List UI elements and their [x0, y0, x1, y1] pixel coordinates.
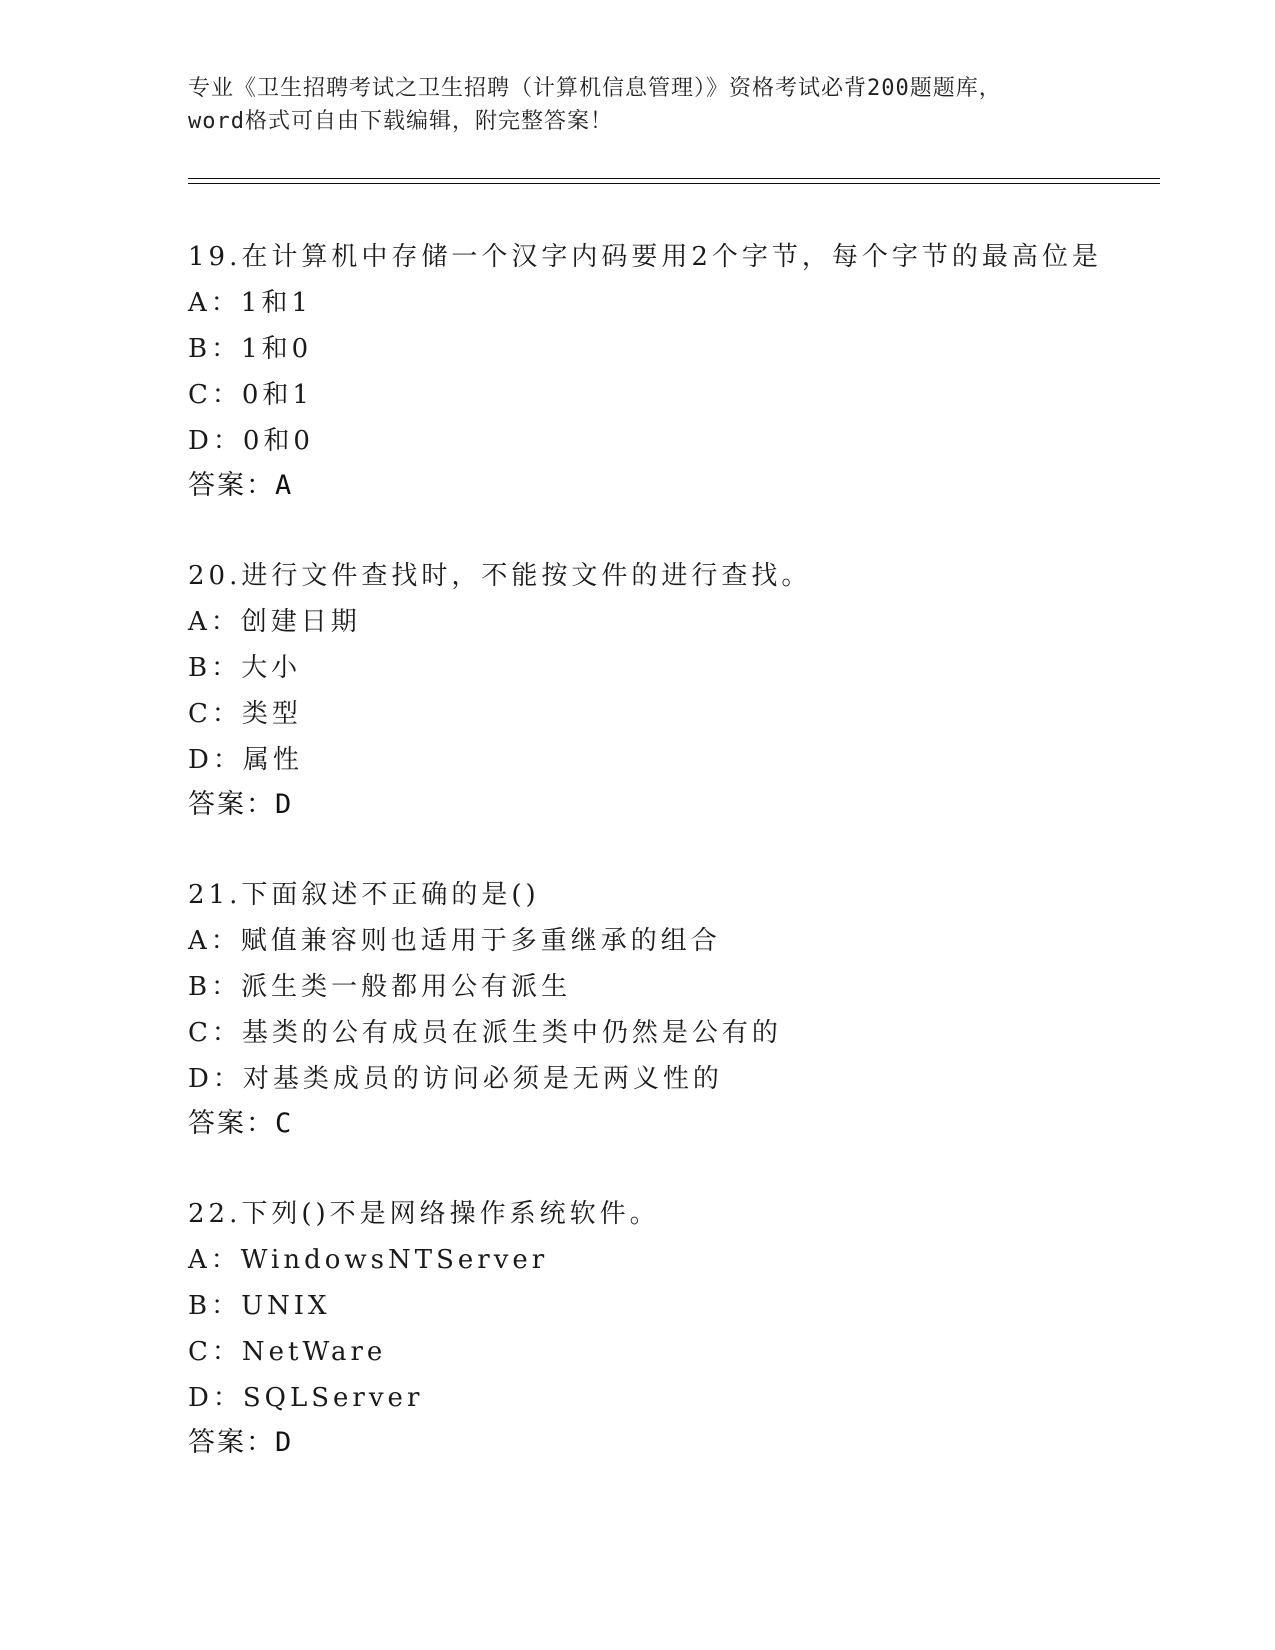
- option-c: C：类型: [188, 699, 302, 729]
- option-d: D：对基类成员的访问必须是无两义性的: [188, 1064, 723, 1094]
- question-title: 22.下列()不是网络操作系统软件。: [188, 1199, 660, 1229]
- option-a: A：WindowsNTServer: [188, 1245, 549, 1275]
- option-c: C：NetWare: [188, 1337, 387, 1367]
- option-c: C：基类的公有成员在派生类中仍然是公有的: [188, 1018, 782, 1048]
- option-a: A：1和1: [188, 288, 312, 318]
- option-a: A：创建日期: [188, 607, 361, 637]
- option-b: B：大小: [188, 653, 302, 683]
- header-line-1: 专业《卫生招聘考试之卫生招聘（计算机信息管理）》资格考试必背200题题库，: [188, 76, 1002, 101]
- option-d: D：0和0: [188, 426, 314, 456]
- answer-label: 答案：A: [188, 470, 294, 501]
- header-divider-top: [188, 178, 1160, 179]
- option-a: A：赋值兼容则也适用于多重继承的组合: [188, 926, 721, 956]
- option-d: D：属性: [188, 745, 303, 775]
- option-b: B：UNIX: [188, 1291, 331, 1321]
- header-divider-bottom: [188, 183, 1160, 184]
- option-c: C：0和1: [188, 380, 313, 410]
- option-d: D：SQLServer: [188, 1383, 424, 1413]
- question-22: [188, 1198, 1188, 1459]
- option-b: B：1和0: [188, 334, 313, 364]
- question-19: [188, 241, 1188, 502]
- answer-label: 答案：C: [188, 1108, 294, 1139]
- answer-label: 答案：D: [188, 789, 294, 820]
- option-b: B：派生类一般都用公有派生: [188, 972, 572, 1002]
- question-title: 21.下面叙述不正确的是(): [188, 880, 540, 910]
- question-21: [188, 879, 1188, 1140]
- answer-label: 答案：D: [188, 1427, 294, 1458]
- question-20: [188, 560, 1188, 821]
- header-line-2: word格式可自由下载编辑，附完整答案！: [188, 109, 613, 134]
- question-title: 19.在计算机中存储一个汉字内码要用2个字节，每个字节的最高位是: [188, 242, 1102, 272]
- document-header: [188, 72, 1088, 138]
- question-title: 20.进行文件查找时，不能按文件的进行查找。: [188, 561, 812, 591]
